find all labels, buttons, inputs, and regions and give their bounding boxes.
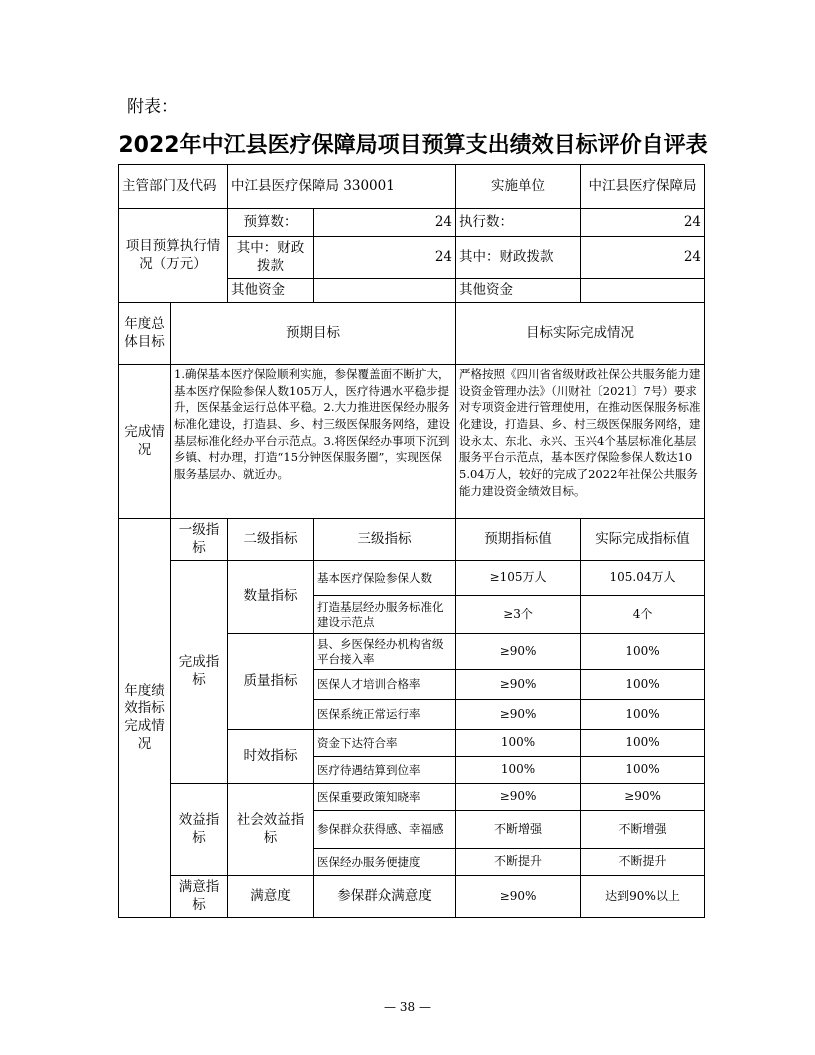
level3-cell: 医保重要政策知晓率 bbox=[314, 784, 456, 811]
level3-cell: 医保系统正常运行率 bbox=[314, 700, 456, 730]
expected-value: ≥90% bbox=[456, 670, 581, 700]
attachment-label: 附表： bbox=[127, 97, 178, 117]
level3-cell: 医保人才培训合格率 bbox=[314, 670, 456, 700]
level1-completion: 完成指标 bbox=[171, 561, 228, 784]
level3-cell: 资金下达符合率 bbox=[314, 730, 456, 757]
dept-label: 主管部门及代码 bbox=[119, 165, 228, 209]
level3-cell: 参保群众满意度 bbox=[314, 876, 456, 918]
impl-value: 中江县医疗保障局 bbox=[581, 165, 705, 209]
level3-cell: 打造基层经办服务标准化建设示范点 bbox=[314, 596, 456, 634]
expected-value: 100% bbox=[456, 730, 581, 757]
actual-goal-text: 严格按照《四川省省级财政社保公共服务能力建设资金管理办法》（川财社〔2021〕7号）要求对专项资金进行管理使用，在推动医保服务标准化建设，打造县、乡、村三级医保服务网络，建设永太、东北、永兴、玉兴4个基层标准化基层服务平台示范点，基本医疗保险参保人数达105.04万人，较好的完成了2022年社保公共服务能力建设资金绩效目标。 bbox=[456, 365, 705, 519]
level2-social-benefit: 社会效益指标 bbox=[228, 784, 314, 876]
completion-label: 完成情况 bbox=[119, 365, 171, 519]
impl-label: 实施单位 bbox=[456, 165, 581, 209]
expected-value: ≥90% bbox=[456, 634, 581, 670]
level3-cell: 医疗待遇结算到位率 bbox=[314, 757, 456, 784]
budget-amount-label: 预算数： bbox=[228, 209, 314, 237]
page-number: — 38 — bbox=[384, 1000, 431, 1014]
level2-quantity: 数量指标 bbox=[228, 561, 314, 634]
budget-amount-value: 24 bbox=[314, 209, 456, 237]
level1-satisfaction: 满意指标 bbox=[171, 876, 228, 918]
expected-value: ≥90% bbox=[456, 700, 581, 730]
header-actual: 实际完成指标值 bbox=[581, 519, 705, 561]
exec-amount-value: 24 bbox=[581, 209, 705, 237]
level2-timeliness: 时效指标 bbox=[228, 730, 314, 784]
exec-fiscal-label: 其中：财政拨款 bbox=[456, 237, 581, 279]
actual-value: 100% bbox=[581, 730, 705, 757]
actual-value: 100% bbox=[581, 700, 705, 730]
dept-value: 中江县医疗保障局 330001 bbox=[228, 165, 456, 209]
level2-satisfaction: 满意度 bbox=[228, 876, 314, 918]
exec-other-value bbox=[581, 279, 705, 303]
expected-value: ≥105万人 bbox=[456, 561, 581, 596]
level1-benefit: 效益指标 bbox=[171, 784, 228, 876]
expected-value: ≥90% bbox=[456, 876, 581, 918]
actual-value: 100% bbox=[581, 757, 705, 784]
header-level1: 一级指标 bbox=[171, 519, 228, 561]
actual-value: 4个 bbox=[581, 596, 705, 634]
level3-cell: 参保群众获得感、幸福感 bbox=[314, 811, 456, 849]
level3-cell: 基本医疗保险参保人数 bbox=[314, 561, 456, 596]
budget-fiscal-value: 24 bbox=[314, 237, 456, 279]
actual-value: 不断提升 bbox=[581, 849, 705, 876]
actual-value: ≥90% bbox=[581, 784, 705, 811]
budget-fiscal-label: 其中：财政拨款 bbox=[228, 237, 314, 279]
actual-goal-header: 目标实际完成情况 bbox=[456, 303, 705, 365]
exec-other-label: 其他资金 bbox=[456, 279, 581, 303]
actual-value: 达到90%以上 bbox=[581, 876, 705, 918]
level3-cell: 县、乡医保经办机构省级平台接入率 bbox=[314, 634, 456, 670]
budget-other-label: 其他资金 bbox=[228, 279, 314, 303]
expected-value: ≥3个 bbox=[456, 596, 581, 634]
expected-value: 100% bbox=[456, 757, 581, 784]
header-expected: 预期指标值 bbox=[456, 519, 581, 561]
expected-value: 不断增强 bbox=[456, 811, 581, 849]
expected-goal-header: 预期目标 bbox=[171, 303, 456, 365]
actual-value: 105.04万人 bbox=[581, 561, 705, 596]
expected-value: ≥90% bbox=[456, 784, 581, 811]
header-level2: 二级指标 bbox=[228, 519, 314, 561]
actual-value: 100% bbox=[581, 634, 705, 670]
actual-value: 100% bbox=[581, 670, 705, 700]
expected-goal-text: 1.确保基本医疗保险顺利实施，参保覆盖面不断扩大，基本医疗保险参保人数105万人，医疗待遇水平稳步提升，医保基金运行总体平稳。2.大力推进医保经办服务标准化建设，打造县、乡、村三级医保服务网络，建设基层标准化经办平台示范点。3.将医保经办事项下沉到乡镇、村办理，打造“15分钟医保服务圈”，实现医保服务基层办、就近办。 bbox=[171, 365, 456, 519]
evaluation-table bbox=[118, 164, 705, 918]
expected-value: 不断提升 bbox=[456, 849, 581, 876]
header-level3: 三级指标 bbox=[314, 519, 456, 561]
indicators-section-label: 年度绩效指标完成情况 bbox=[119, 519, 171, 918]
level3-cell: 医保经办服务便捷度 bbox=[314, 849, 456, 876]
exec-fiscal-value: 24 bbox=[581, 237, 705, 279]
document-title: 2022年中江县医疗保障局项目预算支出绩效目标评价自评表 bbox=[118, 133, 708, 158]
actual-value: 不断增强 bbox=[581, 811, 705, 849]
level2-quality: 质量指标 bbox=[228, 634, 314, 730]
annual-goal-label: 年度总体目标 bbox=[119, 303, 171, 365]
budget-other-value bbox=[314, 279, 456, 303]
budget-label: 项目预算执行情况（万元） bbox=[119, 209, 228, 303]
exec-amount-label: 执行数： bbox=[456, 209, 581, 237]
